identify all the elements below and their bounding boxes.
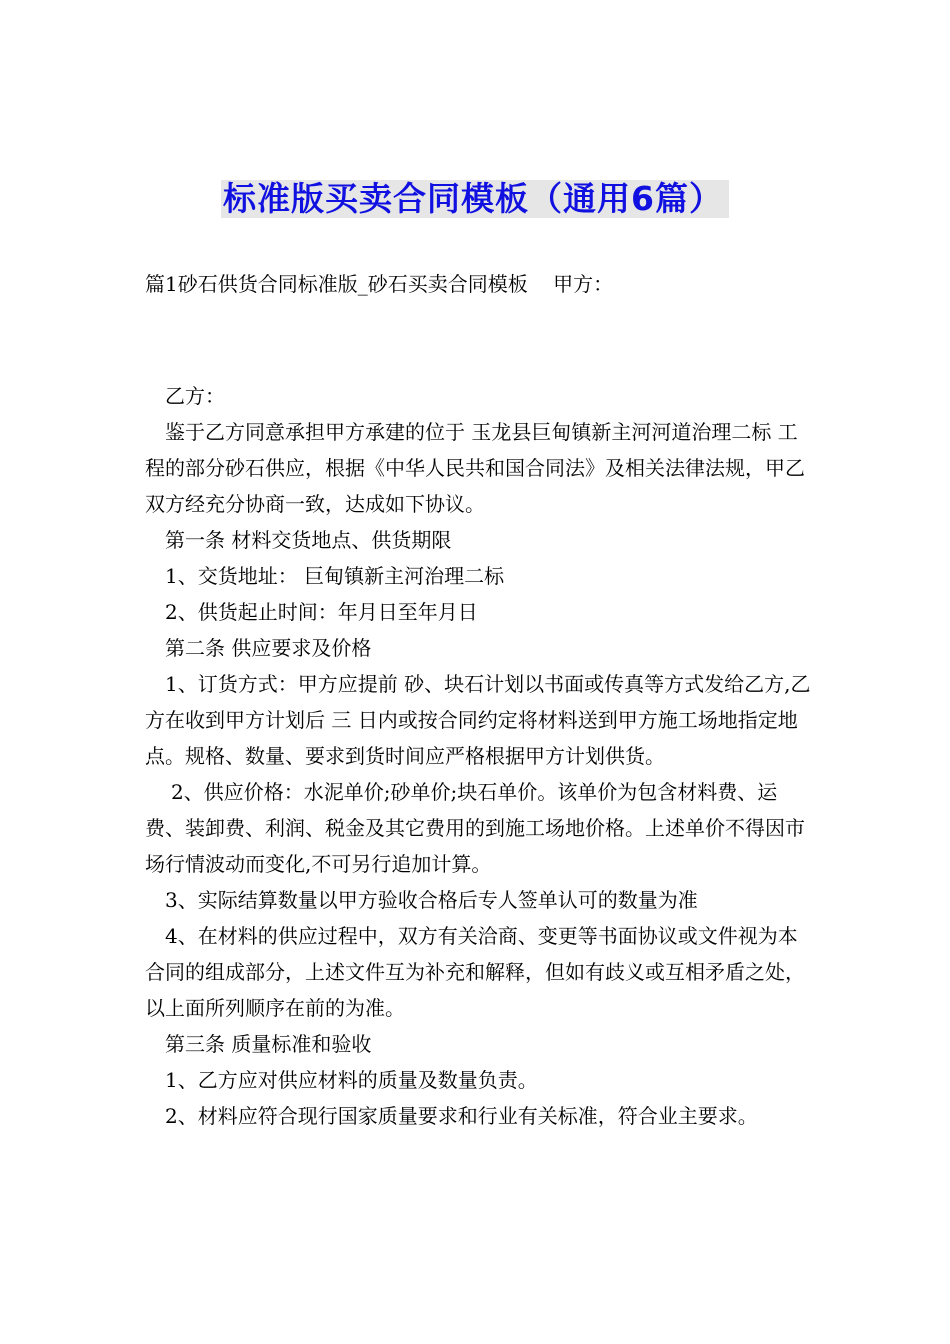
paragraph: 3、实际结算数量以甲方验收合格后专人签单认可的数量为准	[165, 888, 698, 912]
paragraph: 第二条 供应要求及价格	[165, 636, 372, 660]
title-container	[0, 180, 950, 218]
paragraph: 鉴于乙方同意承担甲方承建的位于 玉龙县巨甸镇新主河河道治理二标 工程的部分砂石供应，根据《中华人民共和国合同法》及相关法律法规，甲乙双方经充分协商一致，达成如下协议。	[145, 420, 805, 516]
paragraph: 2、供应价格：水泥单价;砂单价;块石单价。该单价为包含材料费、运费、装卸费、利润、税金及其它费用的到施工场地价格。上述单价不得因市场行情波动而变化,不可另行追加计算。	[145, 780, 805, 876]
paragraph: 2、材料应符合现行国家质量要求和行业有关标准，符合业主要求。	[165, 1104, 758, 1128]
paragraph: 1、交货地址： 巨甸镇新主河治理二标	[165, 564, 505, 588]
paragraph: 1、订货方式：甲方应提前 砂、块石计划以书面或传真等方式发给乙方,乙方在收到甲方计划后 三 日内或按合同约定将材料送到甲方施工场地指定地点。规格、数量、要求到货时间应严格根据甲方计划供货。	[145, 672, 811, 768]
paragraph: 2、供货起止时间：年月日至年月日	[165, 600, 478, 624]
section-heading: 篇1砂石供货合同标准版_砂石买卖合同模板 甲方：	[145, 272, 614, 296]
paragraph: 4、在材料的供应过程中，双方有关洽商、变更等书面协议或文件视为本合同的组成部分，上述文件互为补充和解释，但如有歧义或互相矛盾之处，以上面所列顺序在前的为准。	[145, 924, 805, 1020]
paragraph: 第一条 材料交货地点、供货期限	[165, 528, 452, 552]
paragraph: 乙方：	[165, 384, 225, 408]
paragraph: 第三条 质量标准和验收	[165, 1032, 372, 1056]
document-body	[145, 378, 815, 1134]
document-title: 标准版买卖合同模板（通用6篇）	[221, 180, 729, 218]
paragraph: 1、乙方应对供应材料的质量及数量负责。	[165, 1068, 538, 1092]
